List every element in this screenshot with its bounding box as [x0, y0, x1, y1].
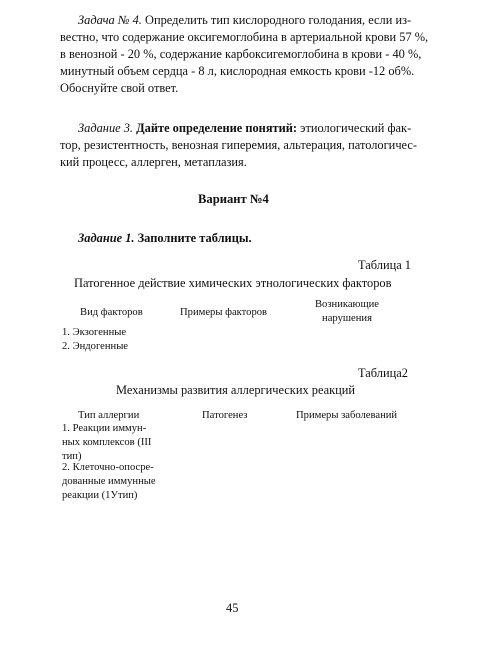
table2-header-pathogenesis: Патогенез [202, 410, 248, 421]
variant-heading: Вариант №4 [198, 192, 269, 206]
table1-header-disorders-line2: нарушения [322, 313, 372, 324]
table2-number: Таблица2 [358, 366, 408, 380]
table2-header-examples: Примеры заболеваний [296, 410, 398, 421]
table2-header-type: Тип аллергии [78, 410, 140, 421]
task3-line-3: кий процесс, аллерген, метаплазия. [60, 155, 247, 169]
table1-number: Таблица 1 [358, 258, 411, 272]
table1-header-disorders-line1: Возникающие [314, 299, 380, 310]
task1-line [78, 230, 252, 247]
task3-block [60, 120, 417, 171]
page-number: 45 [226, 601, 239, 615]
task4-line-3: в венозной - 20 %, содержание карбоксигемоглобина в крови - 40 %, [60, 47, 422, 61]
task3-text-1: этиологический фак- [300, 121, 412, 135]
task3-line-1 [60, 120, 417, 137]
table2-title: Механизмы развития аллергических реакций [116, 383, 356, 397]
table1-row-2: 2. Эндогенные [62, 341, 129, 352]
task3-label: Задание 3. [78, 121, 134, 135]
table2-row-1 [62, 422, 151, 464]
task1-label: Задание 1. [78, 231, 135, 245]
task3-bold: Дайте определение понятий: [136, 121, 298, 135]
table2-row2-line3: реакции (1Утип) [62, 490, 138, 501]
table1-header-examples: Примеры факторов [180, 307, 268, 318]
table2-row2-line2: дованные иммунные [62, 476, 156, 487]
task4-text-1: Определить тип кислородного голодания, если из- [145, 13, 412, 27]
task4-line-5: Обоснуйте свой ответ. [60, 81, 179, 95]
task4-line-1 [60, 12, 428, 29]
table2-row1-line1: 1. Реакции иммун- [62, 423, 147, 434]
table2-row-2 [62, 461, 156, 503]
task4-label: Задача № 4. [78, 13, 142, 27]
task4-line-2: вестно, что содержание оксигемоглобина в артериальной крови 57 %, [60, 30, 429, 44]
table2-row2-line1: 2. Клеточно-опосре- [62, 462, 154, 473]
table1-row-1: 1. Экзогенные [62, 327, 127, 338]
table1-title: Патогенное действие химических этнологических факторов [74, 276, 392, 290]
table1-header-disorders [312, 298, 382, 326]
task4-block [60, 12, 428, 97]
task3-line-2: тор, резистентность, венозная гиперемия, альтерация, патологичес- [60, 138, 417, 152]
task1-bold: Заполните таблицы. [137, 231, 252, 245]
task4-line-4: минутный объем сердца - 8 л, кислородная емкость крови -12 об%. [60, 64, 415, 78]
table2-row1-line3: тип) [62, 451, 82, 462]
table1-header-type: Вид факторов [80, 307, 143, 318]
table2-row1-line2: ных комплексов (III [62, 437, 152, 448]
